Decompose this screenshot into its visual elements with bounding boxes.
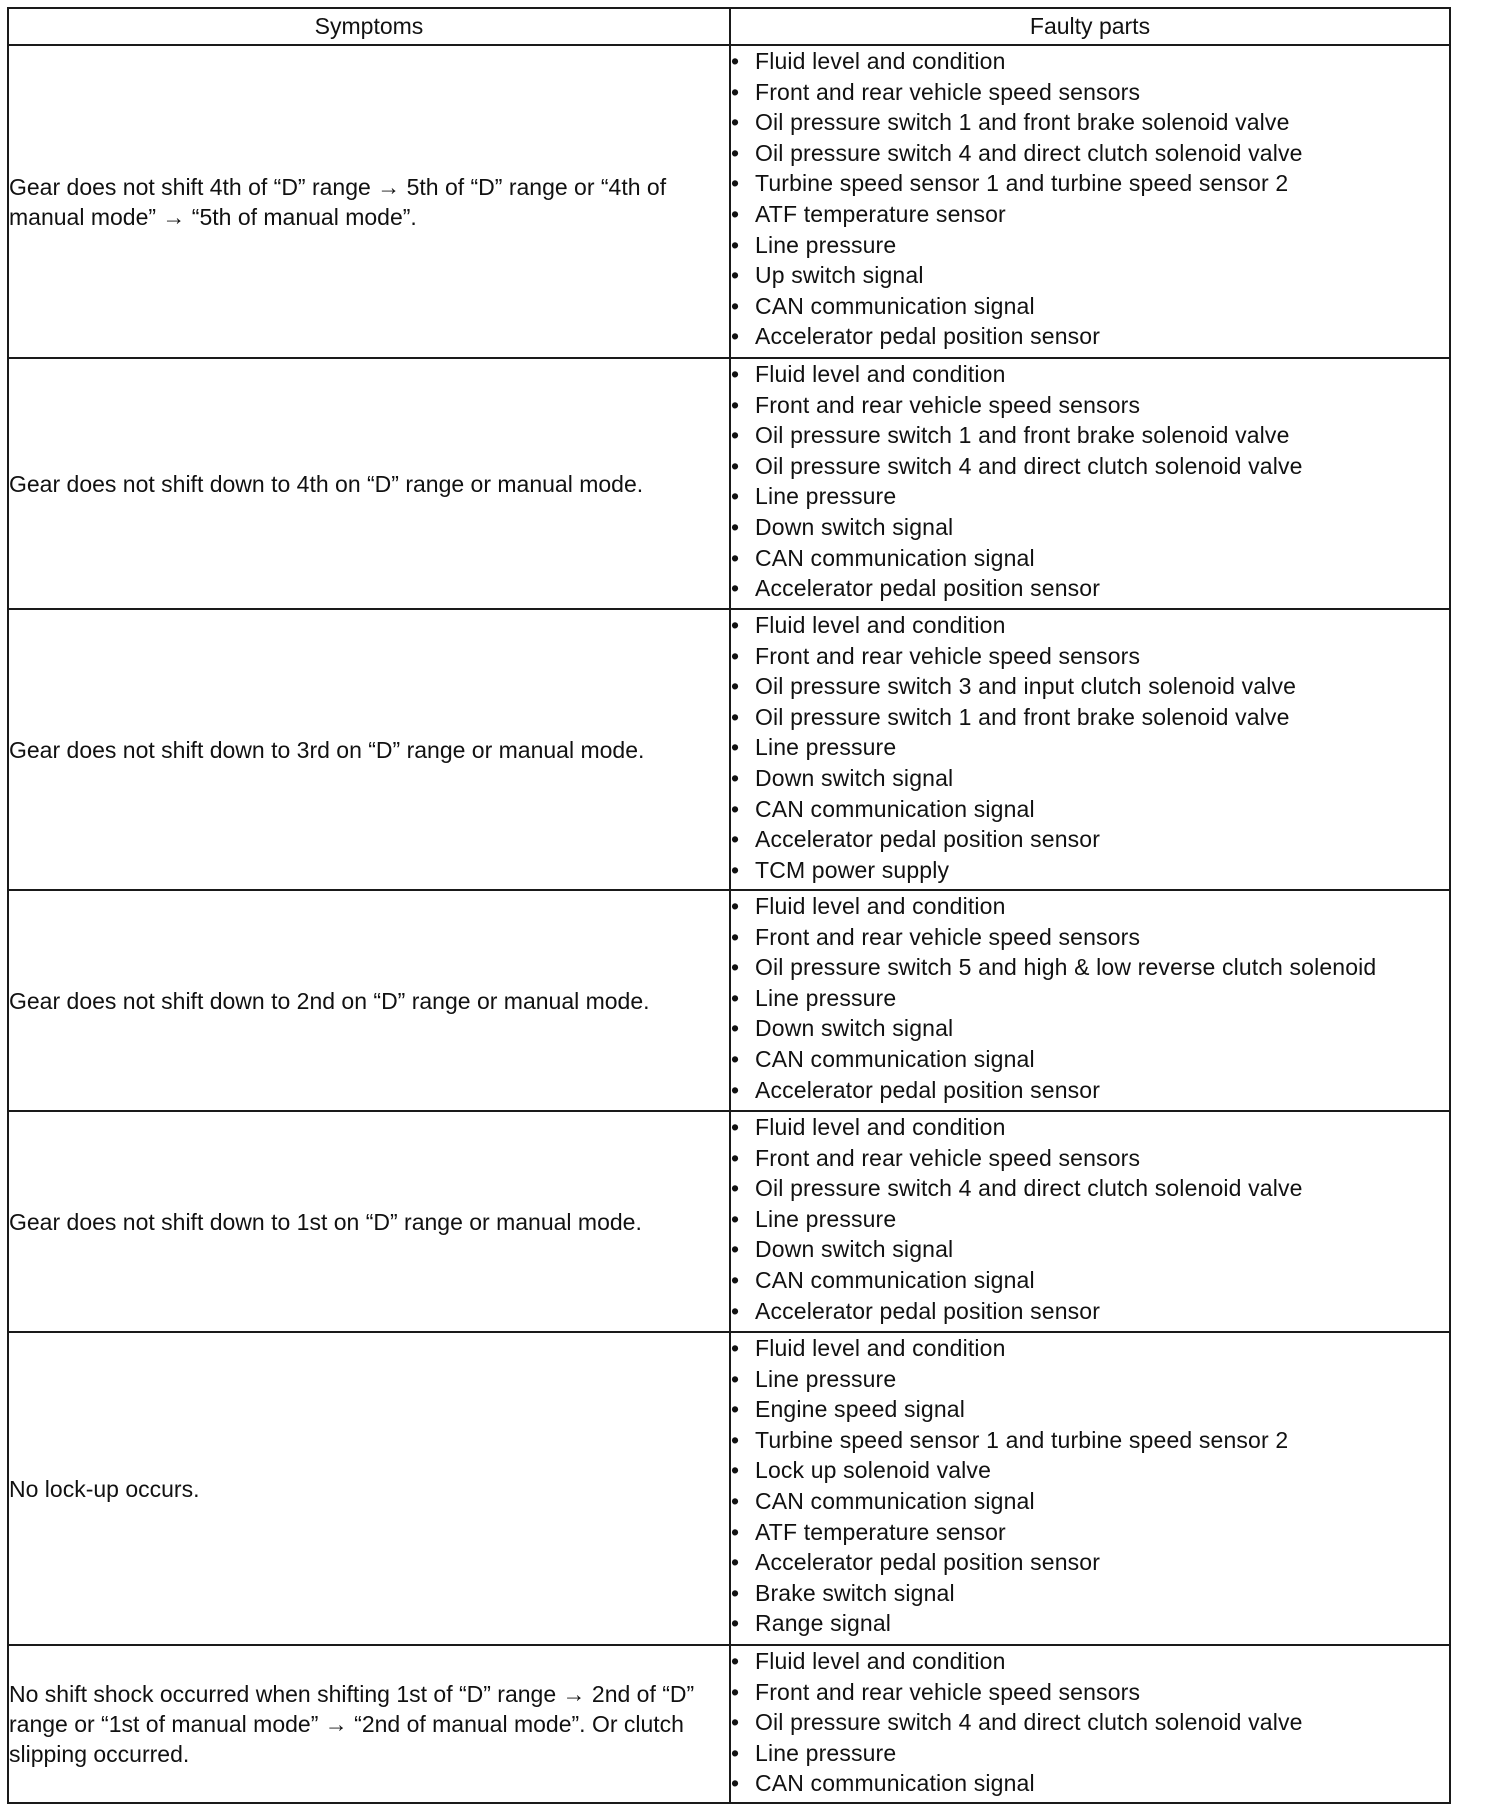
faulty-part-item: • Oil pressure switch 4 and direct clutch solenoid valve bbox=[731, 1173, 1449, 1204]
table-header-row bbox=[8, 8, 1450, 45]
faulty-part-item: • CAN communication signal bbox=[731, 1486, 1449, 1517]
symptom-cell: Gear does not shift down to 3rd on “D” range or manual mode. bbox=[8, 609, 730, 890]
faulty-part-item: • Brake switch signal bbox=[731, 1578, 1449, 1609]
table-row bbox=[8, 1111, 1450, 1332]
faulty-parts-list bbox=[731, 1333, 1449, 1639]
faulty-part-item: • Oil pressure switch 4 and direct clutch solenoid valve bbox=[731, 1707, 1449, 1738]
faulty-parts-list bbox=[731, 1646, 1449, 1799]
faulty-parts-cell bbox=[730, 45, 1450, 358]
faulty-parts-column-header: Faulty parts bbox=[730, 8, 1450, 45]
faulty-part-item: • Range signal bbox=[731, 1608, 1449, 1639]
faulty-part-item: • Oil pressure switch 4 and direct clutch solenoid valve bbox=[731, 138, 1449, 169]
faulty-part-item: • Turbine speed sensor 1 and turbine speed sensor 2 bbox=[731, 1425, 1449, 1456]
faulty-part-item: • Line pressure bbox=[731, 983, 1449, 1014]
faulty-part-item: • Down switch signal bbox=[731, 512, 1449, 543]
faulty-part-item: • Fluid level and condition bbox=[731, 610, 1449, 641]
faulty-part-item: • Oil pressure switch 1 and front brake solenoid valve bbox=[731, 107, 1449, 138]
faulty-part-item: • Accelerator pedal position sensor bbox=[731, 824, 1449, 855]
faulty-part-item: • Line pressure bbox=[731, 1738, 1449, 1769]
faulty-parts-list bbox=[731, 359, 1449, 604]
faulty-part-item: • TCM power supply bbox=[731, 855, 1449, 886]
faulty-part-item: • Fluid level and condition bbox=[731, 1646, 1449, 1677]
faulty-part-item: • Down switch signal bbox=[731, 1234, 1449, 1265]
faulty-parts-cell bbox=[730, 1111, 1450, 1332]
faulty-part-item: • Accelerator pedal position sensor bbox=[731, 321, 1449, 352]
table-row bbox=[8, 45, 1450, 358]
faulty-part-item: • Fluid level and condition bbox=[731, 1112, 1449, 1143]
table-row bbox=[8, 890, 1450, 1111]
faulty-part-item: • CAN communication signal bbox=[731, 794, 1449, 825]
faulty-parts-list bbox=[731, 46, 1449, 352]
symptom-cell: Gear does not shift down to 2nd on “D” range or manual mode. bbox=[8, 890, 730, 1111]
faulty-part-item: • Accelerator pedal position sensor bbox=[731, 573, 1449, 604]
symptom-cell: Gear does not shift down to 1st on “D” range or manual mode. bbox=[8, 1111, 730, 1332]
faulty-part-item: • Oil pressure switch 3 and input clutch solenoid valve bbox=[731, 671, 1449, 702]
faulty-part-item: • Oil pressure switch 1 and front brake solenoid valve bbox=[731, 420, 1449, 451]
table-row bbox=[8, 358, 1450, 609]
table-row bbox=[8, 1332, 1450, 1645]
faulty-part-item: • Oil pressure switch 5 and high & low reverse clutch solenoid bbox=[731, 952, 1449, 983]
faulty-part-item: • CAN communication signal bbox=[731, 1265, 1449, 1296]
faulty-part-item: • Front and rear vehicle speed sensors bbox=[731, 390, 1449, 421]
faulty-parts-cell bbox=[730, 358, 1450, 609]
symptom-cell: Gear does not shift 4th of “D” range → 5th of “D” range or “4th of manual mode” → “5th of manual mode”. bbox=[8, 45, 730, 358]
faulty-part-item: • CAN communication signal bbox=[731, 543, 1449, 574]
faulty-part-item: • Down switch signal bbox=[731, 1013, 1449, 1044]
faulty-part-item: • Line pressure bbox=[731, 1204, 1449, 1235]
faulty-parts-list bbox=[731, 891, 1449, 1105]
faulty-part-item: • Front and rear vehicle speed sensors bbox=[731, 77, 1449, 108]
faulty-parts-cell bbox=[730, 890, 1450, 1111]
diagnosis-table bbox=[7, 7, 1451, 1804]
faulty-part-item: • Front and rear vehicle speed sensors bbox=[731, 641, 1449, 672]
faulty-part-item: • CAN communication signal bbox=[731, 291, 1449, 322]
faulty-part-item: • Line pressure bbox=[731, 481, 1449, 512]
faulty-part-item: • Oil pressure switch 4 and direct clutch solenoid valve bbox=[731, 451, 1449, 482]
faulty-part-item: • Accelerator pedal position sensor bbox=[731, 1075, 1449, 1106]
faulty-part-item: • Fluid level and condition bbox=[731, 359, 1449, 390]
faulty-part-item: • Line pressure bbox=[731, 230, 1449, 261]
table-row bbox=[8, 1645, 1450, 1803]
faulty-part-item: • CAN communication signal bbox=[731, 1044, 1449, 1075]
symptom-cell: Gear does not shift down to 4th on “D” range or manual mode. bbox=[8, 358, 730, 609]
faulty-part-item: • Line pressure bbox=[731, 732, 1449, 763]
faulty-part-item: • Line pressure bbox=[731, 1364, 1449, 1395]
faulty-part-item: • Accelerator pedal position sensor bbox=[731, 1296, 1449, 1327]
symptom-cell: No lock-up occurs. bbox=[8, 1332, 730, 1645]
faulty-part-item: • CAN communication signal bbox=[731, 1768, 1449, 1799]
faulty-part-item: • ATF temperature sensor bbox=[731, 1517, 1449, 1548]
faulty-part-item: • Front and rear vehicle speed sensors bbox=[731, 922, 1449, 953]
faulty-parts-list bbox=[731, 1112, 1449, 1326]
symptom-cell: No shift shock occurred when shifting 1st of “D” range → 2nd of “D” range or “1st of manual mode” → “2nd of manual mode”. Or clutch slipping occurred. bbox=[8, 1645, 730, 1803]
faulty-part-item: • Fluid level and condition bbox=[731, 46, 1449, 77]
faulty-part-item: • Front and rear vehicle speed sensors bbox=[731, 1143, 1449, 1174]
faulty-part-item: • Fluid level and condition bbox=[731, 1333, 1449, 1364]
faulty-part-item: • Down switch signal bbox=[731, 763, 1449, 794]
faulty-parts-cell bbox=[730, 1645, 1450, 1803]
faulty-part-item: • Engine speed signal bbox=[731, 1394, 1449, 1425]
faulty-part-item: • Turbine speed sensor 1 and turbine speed sensor 2 bbox=[731, 168, 1449, 199]
faulty-part-item: • ATF temperature sensor bbox=[731, 199, 1449, 230]
symptoms-column-header: Symptoms bbox=[8, 8, 730, 45]
faulty-part-item: • Fluid level and condition bbox=[731, 891, 1449, 922]
faulty-parts-cell bbox=[730, 609, 1450, 890]
faulty-part-item: • Oil pressure switch 1 and front brake solenoid valve bbox=[731, 702, 1449, 733]
faulty-part-item: • Up switch signal bbox=[731, 260, 1449, 291]
faulty-parts-cell bbox=[730, 1332, 1450, 1645]
table-row bbox=[8, 609, 1450, 890]
faulty-part-item: • Lock up solenoid valve bbox=[731, 1455, 1449, 1486]
faulty-parts-list bbox=[731, 610, 1449, 885]
faulty-part-item: • Accelerator pedal position sensor bbox=[731, 1547, 1449, 1578]
faulty-part-item: • Front and rear vehicle speed sensors bbox=[731, 1677, 1449, 1708]
table-body bbox=[8, 45, 1450, 1803]
